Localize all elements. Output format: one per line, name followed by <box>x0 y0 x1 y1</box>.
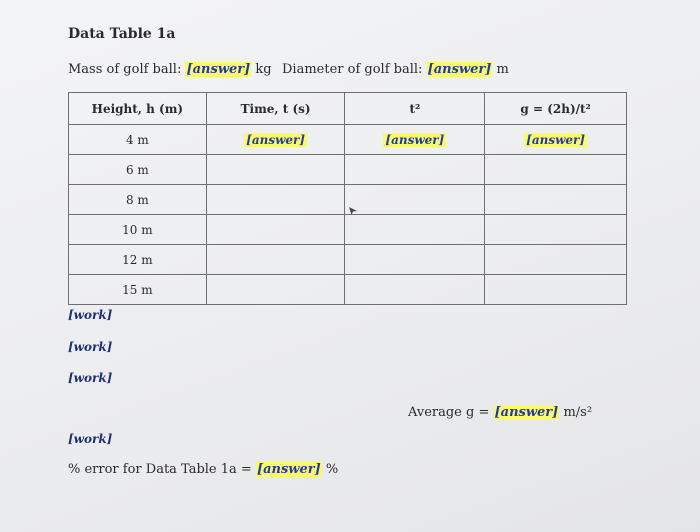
cell-time[interactable] <box>206 125 345 155</box>
table-row <box>69 155 627 185</box>
cell-height: 8 m <box>69 185 207 215</box>
work-area-1[interactable]: [work] <box>68 308 113 322</box>
average-g-label: Average g = <box>408 405 490 420</box>
cell-height: 6 m <box>69 155 207 185</box>
data-table <box>68 92 627 305</box>
cell-g[interactable] <box>485 275 627 305</box>
work-area-4[interactable]: [work] <box>68 432 113 446</box>
cell-time[interactable] <box>206 185 345 215</box>
cell-g[interactable] <box>485 245 627 275</box>
table-row <box>69 125 627 155</box>
cell-t-squared[interactable] <box>345 125 485 155</box>
average-g-unit: m/s² <box>563 405 593 420</box>
cell-time[interactable] <box>206 245 345 275</box>
cell-t-squared[interactable] <box>345 245 485 275</box>
mass-unit: kg <box>255 62 272 77</box>
mass-label: Mass of golf ball: <box>68 62 182 77</box>
table-row <box>69 275 627 305</box>
header-height: Height, h (m) <box>69 93 207 125</box>
average-g-answer-field[interactable]: [answer] <box>494 405 559 420</box>
diameter-answer-field[interactable]: [answer] <box>427 62 492 77</box>
diameter-line <box>282 62 509 77</box>
table-header-row <box>69 93 627 125</box>
t-squared-answer-field[interactable]: [answer] <box>385 132 445 147</box>
percent-error-answer-field[interactable]: [answer] <box>256 462 321 477</box>
mouse-pointer-icon <box>348 206 358 216</box>
work-area-2[interactable]: [work] <box>68 340 113 354</box>
cell-height: 15 m <box>69 275 207 305</box>
cell-t-squared[interactable] <box>345 185 485 215</box>
percent-error-line <box>68 462 338 477</box>
cell-time[interactable] <box>206 275 345 305</box>
cell-t-squared[interactable] <box>345 215 485 245</box>
cell-height: 4 m <box>69 125 207 155</box>
table-row <box>69 215 627 245</box>
cell-g[interactable] <box>485 185 627 215</box>
percent-error-label: % error for Data Table 1a = <box>68 462 252 477</box>
diameter-unit: m <box>496 62 509 77</box>
cell-g[interactable] <box>485 125 627 155</box>
table-row <box>69 245 627 275</box>
cell-g[interactable] <box>485 215 627 245</box>
header-g: g = (2h)/t² <box>485 93 627 125</box>
mass-line <box>68 62 272 77</box>
average-g-line <box>408 405 592 420</box>
diameter-label: Diameter of golf ball: <box>282 62 423 77</box>
cell-height: 12 m <box>69 245 207 275</box>
work-area-3[interactable]: [work] <box>68 371 113 385</box>
header-t-squared: t² <box>345 93 485 125</box>
percent-error-unit: % <box>325 462 339 477</box>
cell-g[interactable] <box>485 155 627 185</box>
cell-height: 10 m <box>69 215 207 245</box>
cell-t-squared[interactable] <box>345 155 485 185</box>
mass-answer-field[interactable]: [answer] <box>186 62 251 77</box>
time-answer-field[interactable]: [answer] <box>246 132 306 147</box>
cell-time[interactable] <box>206 155 345 185</box>
g-answer-field[interactable]: [answer] <box>526 132 586 147</box>
page-title: Data Table 1a <box>68 26 176 42</box>
cell-t-squared[interactable] <box>345 275 485 305</box>
cell-time[interactable] <box>206 215 345 245</box>
header-time: Time, t (s) <box>206 93 345 125</box>
